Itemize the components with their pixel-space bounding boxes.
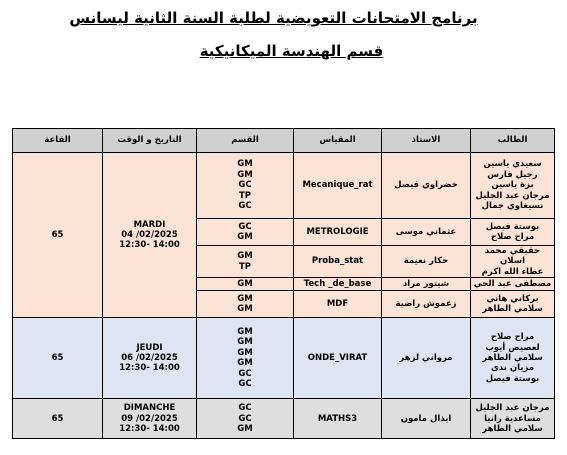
students-cell: مصطفى عبد الحي <box>471 278 555 291</box>
room-cell: 65 <box>13 318 103 399</box>
header-datetime: التاريخ و الوقت <box>103 129 197 153</box>
exam-schedule-table <box>12 128 555 439</box>
table-row <box>13 399 555 439</box>
students-cell: حقيقي محمد اسلان عطاء الله اكرم <box>471 246 555 278</box>
header-subject: المقياس <box>294 129 382 153</box>
room-cell: 65 <box>13 399 103 439</box>
teacher-cell: شيتور مراد <box>382 278 471 291</box>
subject-cell: Proba_stat <box>294 246 382 278</box>
students-cell: مرجان عبد الجليل مساعدية رانيا سلامي الطاهر <box>471 399 555 439</box>
table-header-row <box>13 129 555 153</box>
teacher-cell: عثماني موسى <box>382 219 471 246</box>
teacher-cell: زعموش راضية <box>382 291 471 318</box>
table-row <box>13 318 555 399</box>
section-cell: GM <box>197 278 294 291</box>
header-room: القاعة <box>13 129 103 153</box>
room-cell: 65 <box>13 153 103 318</box>
header-teacher: الاستاذ <box>382 129 471 153</box>
section-cell: GM GM GC TP GC <box>197 153 294 219</box>
datetime-cell: JEUDI 06 /02/2025 12:30- 14:00 <box>103 318 197 399</box>
header-section: القسم <box>197 129 294 153</box>
teacher-cell: حكار نعيمة <box>382 246 471 278</box>
subject-cell: ONDE_VIRAT <box>294 318 382 399</box>
subject-cell: METROLOGIE <box>294 219 382 246</box>
subject-cell: MDF <box>294 291 382 318</box>
students-cell: سعيدي ياسين رجيل فارس بزة ياسين مرجان عبد الجليل نسيغاوي جمال <box>471 153 555 219</box>
teacher-cell: ايذال مامون <box>382 399 471 439</box>
section-cell: GM GM GM GM GC GC <box>197 318 294 399</box>
section-cell: GM GM <box>197 291 294 318</box>
page-title: برنامج الامتحانات التعويضية لطلبة السنة الثانية ليسانس <box>69 9 478 27</box>
header-students: الطالب <box>471 129 555 153</box>
section-cell: GC GM <box>197 219 294 246</box>
section-cell: GC GC GM <box>197 399 294 439</box>
datetime-cell: MARDI 04 /02/2025 12:30- 14:00 <box>103 153 197 318</box>
teacher-cell: خضراوي فيصل <box>382 153 471 219</box>
subject-cell: Mecanique_rat <box>294 153 382 219</box>
subject-cell: Tech _de_base <box>294 278 382 291</box>
table-row <box>13 153 555 219</box>
teacher-cell: مرواني لزهر <box>382 318 471 399</box>
students-cell: بركاني هاني سلامي الطاهر <box>471 291 555 318</box>
students-cell: مراح صلاح لعصيص أيوب سلامي الطاهر مزيان ندى بوستة فيصل <box>471 318 555 399</box>
students-cell: بوستة فيصل مراح صلاح <box>471 219 555 246</box>
department-title: قسم الهندسة الميكانيكية <box>199 42 384 60</box>
subject-cell: MATHS3 <box>294 399 382 439</box>
section-cell: GM TP <box>197 246 294 278</box>
datetime-cell: DIMANCHE 09 /02/2025 12:30- 14:00 <box>103 399 197 439</box>
